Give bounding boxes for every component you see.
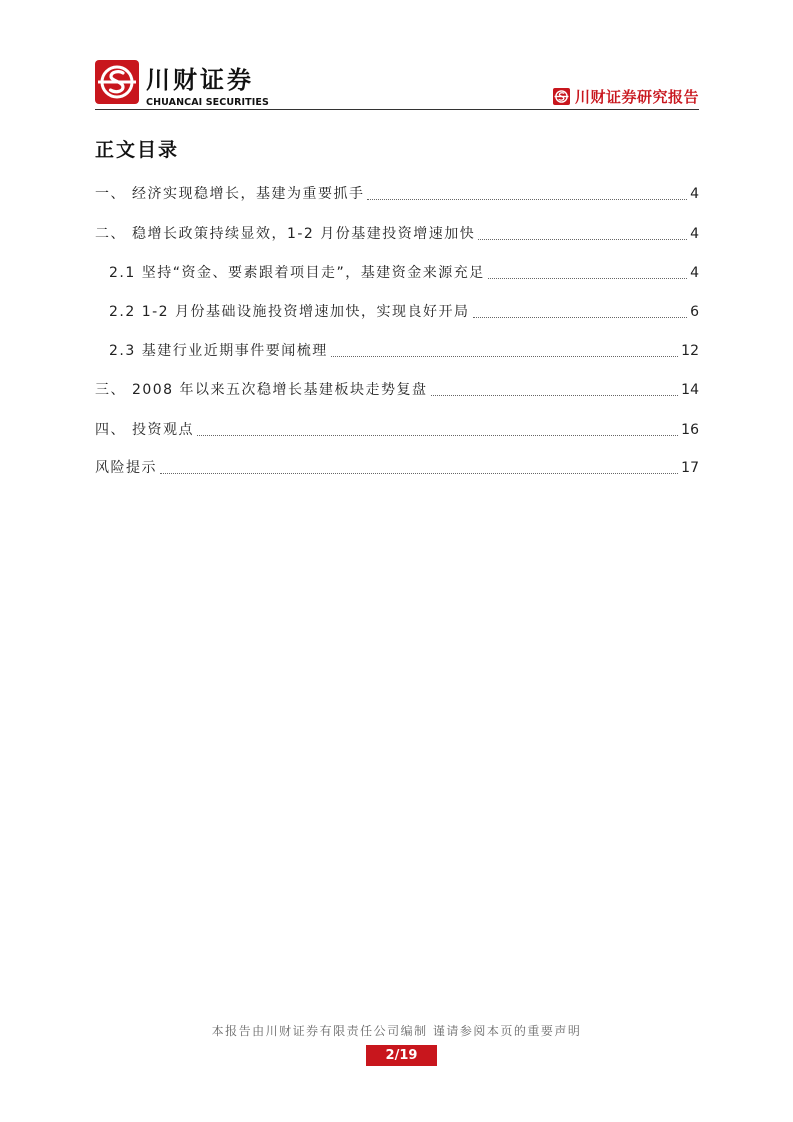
toc-dot-leader — [473, 316, 688, 318]
header-divider — [95, 109, 699, 110]
toc-entry-label: 2.1 坚持“资金、要素跟着项目走”，基建资金来源充足 — [109, 265, 485, 281]
chuancai-logo-icon — [95, 60, 139, 104]
toc-entry-page: 17 — [681, 460, 699, 476]
toc-dot-leader — [197, 434, 678, 436]
toc-subentry[interactable] — [109, 263, 699, 283]
toc-entry-page: 4 — [690, 226, 699, 242]
toc-entry[interactable] — [95, 380, 699, 400]
chuancai-small-logo-icon — [553, 88, 570, 105]
toc-entry-page: 14 — [681, 382, 699, 398]
toc-entry-page: 4 — [690, 265, 699, 281]
footer-disclaimer: 本报告由川财证券有限责任公司编制 谨请参阅本页的重要声明 — [211, 1024, 582, 1038]
page-number-badge: 2/19 — [366, 1045, 437, 1066]
toc-entry-label: 风险提示 — [95, 460, 157, 476]
toc-dot-leader — [367, 198, 687, 200]
toc-entry-label: 一、 经济实现稳增长，基建为重要抓手 — [95, 186, 365, 202]
report-label-text: 川财证券研究报告 — [574, 88, 699, 106]
toc-dot-leader — [160, 472, 678, 474]
toc-entry[interactable] — [95, 224, 699, 244]
toc-dot-leader — [431, 394, 679, 396]
page-header — [95, 60, 699, 110]
toc-entry-page: 6 — [690, 304, 699, 320]
report-label — [553, 87, 699, 107]
toc-entry-label: 二、 稳增长政策持续显效，1-2 月份基建投资增速加快 — [95, 226, 476, 242]
toc-entry-page: 16 — [681, 422, 699, 438]
toc-title: 正文目录 — [95, 139, 180, 161]
toc-entry[interactable] — [95, 184, 699, 204]
toc-subentry[interactable] — [109, 302, 699, 322]
toc-entry[interactable] — [95, 458, 699, 478]
toc-dot-leader — [488, 277, 687, 279]
toc-entry-label: 2.3 基建行业近期事件要闻梳理 — [109, 343, 328, 359]
toc-dot-leader — [478, 238, 687, 240]
toc-entry-label: 四、 投资观点 — [95, 422, 194, 438]
toc-subentry[interactable] — [109, 341, 699, 361]
toc-entry-label: 2.2 1-2 月份基础设施投资增速加快，实现良好开局 — [109, 304, 470, 320]
toc-entry-label: 三、 2008 年以来五次稳增长基建板块走势复盘 — [95, 382, 428, 398]
toc-dot-leader — [331, 355, 678, 357]
company-name-en: CHUANCAI SECURITIES — [146, 97, 269, 108]
toc-entry[interactable] — [95, 420, 699, 440]
toc-entry-page: 12 — [681, 343, 699, 359]
toc-entry-page: 4 — [690, 186, 699, 202]
company-name-cn: 川财证券 — [146, 66, 254, 94]
